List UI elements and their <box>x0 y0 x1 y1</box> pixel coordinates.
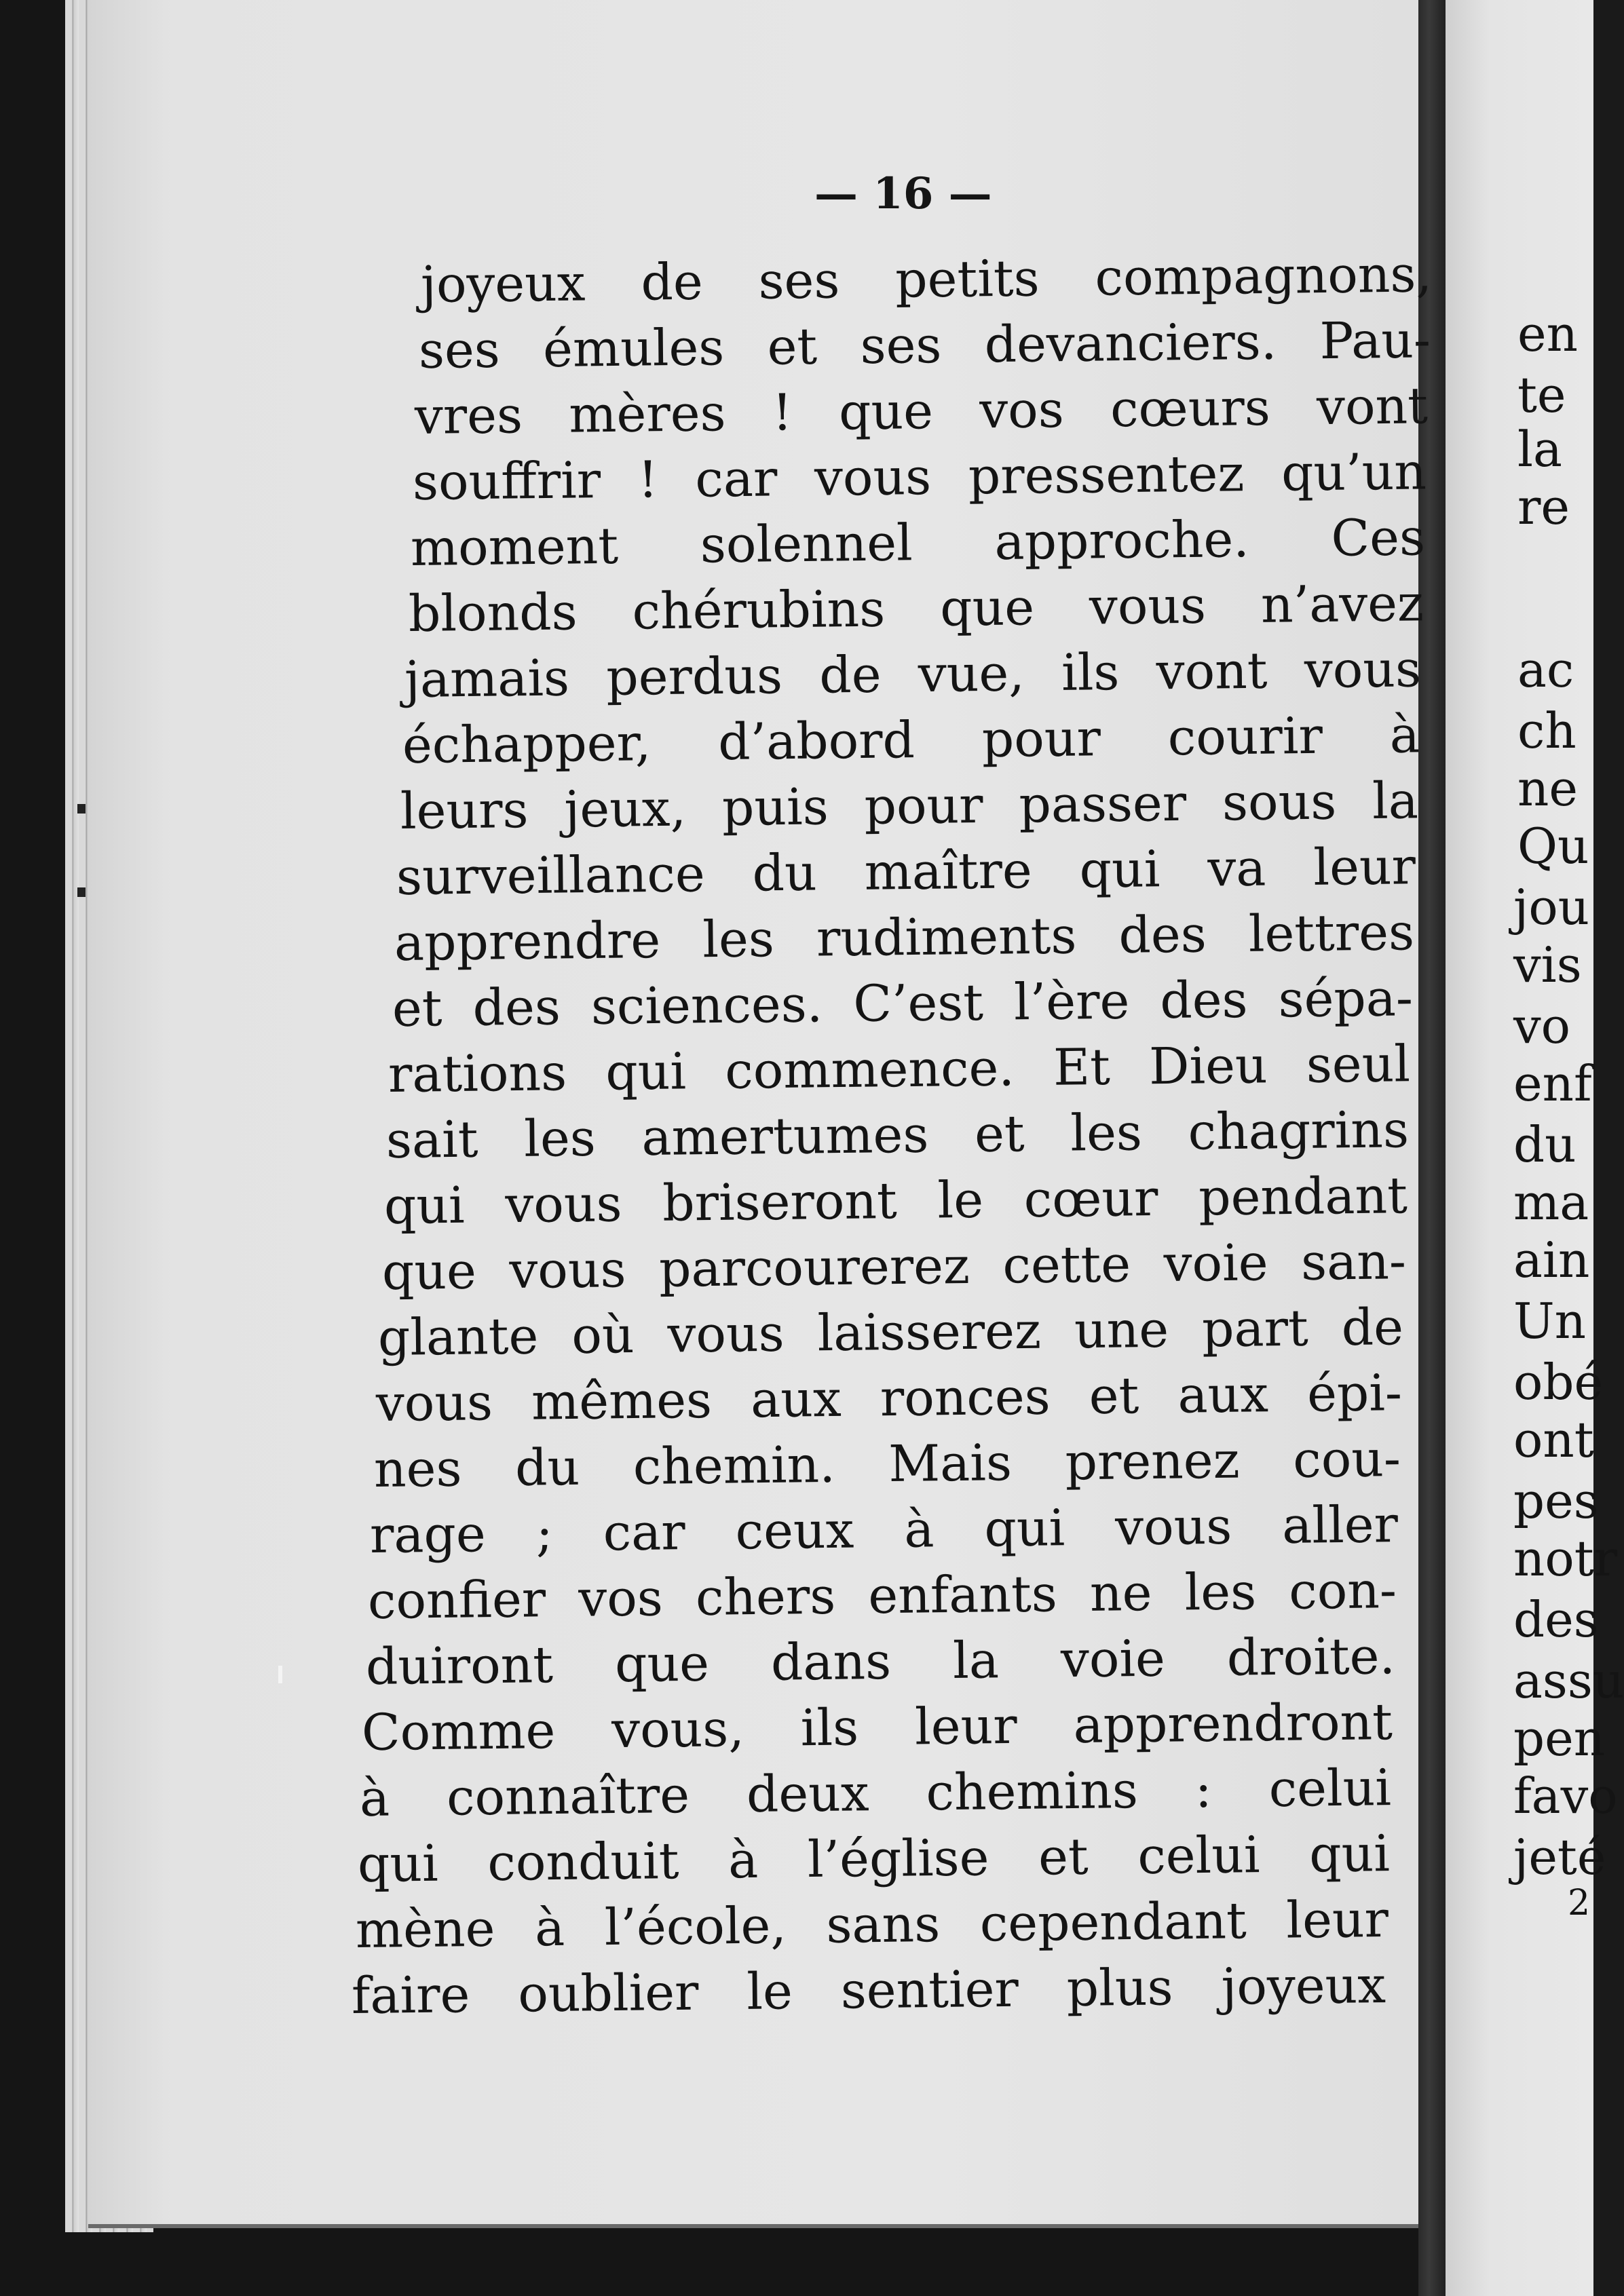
right-page-fragment: vo <box>1513 997 1571 1054</box>
right-page-fragment: pen <box>1513 1710 1606 1767</box>
text-line: qui conduit à l’église et celui qui <box>357 1824 1391 1894</box>
page-number: — 16 — <box>814 168 992 219</box>
text-line: moment solennel approche. Ces <box>410 508 1426 577</box>
text-line: vous mêmes aux ronces et aux épi- <box>375 1364 1403 1433</box>
right-page-fragment: 2 <box>1568 1883 1591 1924</box>
text-line: ses émules et ses devanciers. Pau- <box>418 311 1431 380</box>
text-line: confier vos chers enfants ne les con- <box>367 1561 1397 1630</box>
right-page-fragment: ac <box>1517 641 1574 698</box>
margin-mark <box>77 804 86 814</box>
text-line: rations qui commence. Et Dieu seul <box>388 1035 1411 1104</box>
text-line: joyeux de ses petits compagnons, <box>420 245 1433 314</box>
text-line: à connaître deux chemins : celui <box>359 1759 1392 1828</box>
text-line: et des sciences. C’est l’ère des sépa- <box>392 969 1414 1038</box>
right-page-fragment: jou <box>1513 879 1590 936</box>
right-page-fragment: notr <box>1513 1530 1618 1587</box>
text-line: rage ; car ceux à qui vous aller <box>369 1495 1399 1565</box>
text-line: qui vous briseront le cœur pendant <box>383 1166 1408 1236</box>
left-page-text <box>351 245 1433 2029</box>
right-page-fragment: vis <box>1513 936 1582 993</box>
right-page-fragment: ont <box>1513 1411 1594 1468</box>
margin-mark <box>77 887 86 897</box>
right-page-fragment: des <box>1513 1591 1599 1648</box>
right-page-fragment: du <box>1513 1116 1576 1173</box>
text-line: glante où vous laisserez une part de <box>377 1298 1404 1367</box>
text-line: apprendre les rudiments des lettres <box>394 903 1415 972</box>
right-page-fragment: jeté <box>1513 1829 1606 1886</box>
text-line: Comme vous, ils leur apprendront <box>361 1693 1393 1762</box>
text-line: souffrir ! car vous pressentez qu’un <box>412 442 1427 512</box>
text-line: surveillance du maître qui va leur <box>396 837 1416 906</box>
right-page-fragment: enf <box>1513 1055 1592 1112</box>
right-page-fragment: ne <box>1517 760 1578 817</box>
text-line: que vous parcourerez cette voie san- <box>381 1232 1407 1301</box>
right-page-fragment: obé <box>1513 1354 1604 1411</box>
right-page-fragment: assu <box>1513 1652 1624 1709</box>
right-page-fragment: ain <box>1513 1231 1590 1288</box>
right-page-fragment: Un <box>1513 1293 1587 1350</box>
right-page-fragment: pes <box>1513 1472 1599 1529</box>
text-line: nes du chemin. Mais prenez cou- <box>373 1430 1401 1499</box>
right-page-fragment: te <box>1517 366 1566 423</box>
right-page-fragment: re <box>1517 478 1570 535</box>
right-page-fragment: Qu <box>1517 818 1589 875</box>
text-line: échapper, d’abord pour courir à <box>402 706 1420 775</box>
right-page-fragment: ch <box>1517 702 1576 759</box>
text-line: blonds chérubins que vous n’avez <box>408 574 1424 643</box>
right-page-fragment: favo <box>1513 1767 1618 1824</box>
text-line: leurs jeux, puis pour passer sous la <box>400 771 1419 841</box>
right-page-fragment: en <box>1517 305 1578 362</box>
right-page-fragment: la <box>1517 421 1562 478</box>
text-line: jamais perdus de vue, ils vont vous <box>404 640 1422 709</box>
text-line: vres mères ! que vos cœurs vont <box>414 377 1429 446</box>
text-line: mène à l’école, sans cependant leur <box>355 1890 1389 1959</box>
text-line: sait les amertumes et les chagrins <box>385 1101 1410 1170</box>
text-line: faire oublier le sentier plus joyeux <box>351 1956 1386 2025</box>
margin-mark <box>278 1666 282 1683</box>
right-page-fragment: ma <box>1513 1174 1589 1231</box>
text-line: duiront que dans la voie droite. <box>365 1627 1396 1696</box>
